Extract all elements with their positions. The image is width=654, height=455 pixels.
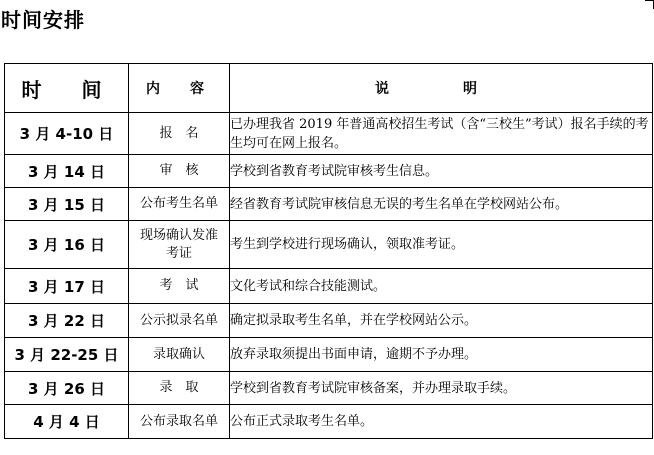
row-item: 公布录取名单 <box>129 405 230 439</box>
row-item: 公布考生名单 <box>129 188 230 221</box>
row-description: 放弃录取须提出书面申请，逾期不予办理。 <box>230 338 653 372</box>
row-date: 3 月 17 日 <box>5 269 129 304</box>
table-row <box>5 338 653 372</box>
row-description: 确定拟录取考生名单，并在学校网站公示。 <box>230 304 653 338</box>
table-row <box>5 304 653 338</box>
table-row <box>5 269 653 304</box>
row-description: 公布正式录取考生名单。 <box>230 405 653 439</box>
row-description: 文化考试和综合技能测试。 <box>230 269 653 304</box>
table-row <box>5 113 653 155</box>
row-description: 经省教育考试院审核信息无误的考生名单在学校网站公布。 <box>230 188 653 221</box>
row-item: 现场确认发准考证 <box>129 221 230 269</box>
table-header-row <box>5 64 653 113</box>
row-description: 学校到省教育考试院审核备案，并办理录取手续。 <box>230 372 653 405</box>
row-description: 已办理我省 2019 年普通高校招生考试（含“三校生”考试）报名手续的考生均可在网上报名。 <box>230 113 653 155</box>
row-date: 4 月 4 日 <box>5 405 129 439</box>
corner-mark <box>645 0 654 9</box>
row-date: 3 月 14 日 <box>5 155 129 188</box>
table-row <box>5 221 653 269</box>
row-date: 3 月 4-10 日 <box>5 113 129 155</box>
row-date: 3 月 26 日 <box>5 372 129 405</box>
row-date: 3 月 22 日 <box>5 304 129 338</box>
row-item: 报 名 <box>129 113 230 155</box>
row-item: 公示拟录名单 <box>129 304 230 338</box>
table-row <box>5 188 653 221</box>
row-date: 3 月 15 日 <box>5 188 129 221</box>
row-date: 3 月 22-25 日 <box>5 338 129 372</box>
row-item: 考 试 <box>129 269 230 304</box>
table-row <box>5 155 653 188</box>
row-date: 3 月 16 日 <box>5 221 129 269</box>
schedule-table <box>4 63 653 439</box>
row-description: 考生到学校进行现场确认，领取准考证。 <box>230 221 653 269</box>
header-content: 内 容 <box>129 64 230 113</box>
row-item: 审 核 <box>129 155 230 188</box>
row-item: 录取确认 <box>129 338 230 372</box>
table-row <box>5 405 653 439</box>
row-item: 录 取 <box>129 372 230 405</box>
header-time: 时 间 <box>5 64 129 113</box>
header-description: 说 明 <box>230 64 653 113</box>
page-title: 时间安排 <box>1 8 85 32</box>
row-description: 学校到省教育考试院审核考生信息。 <box>230 155 653 188</box>
table-row <box>5 372 653 405</box>
